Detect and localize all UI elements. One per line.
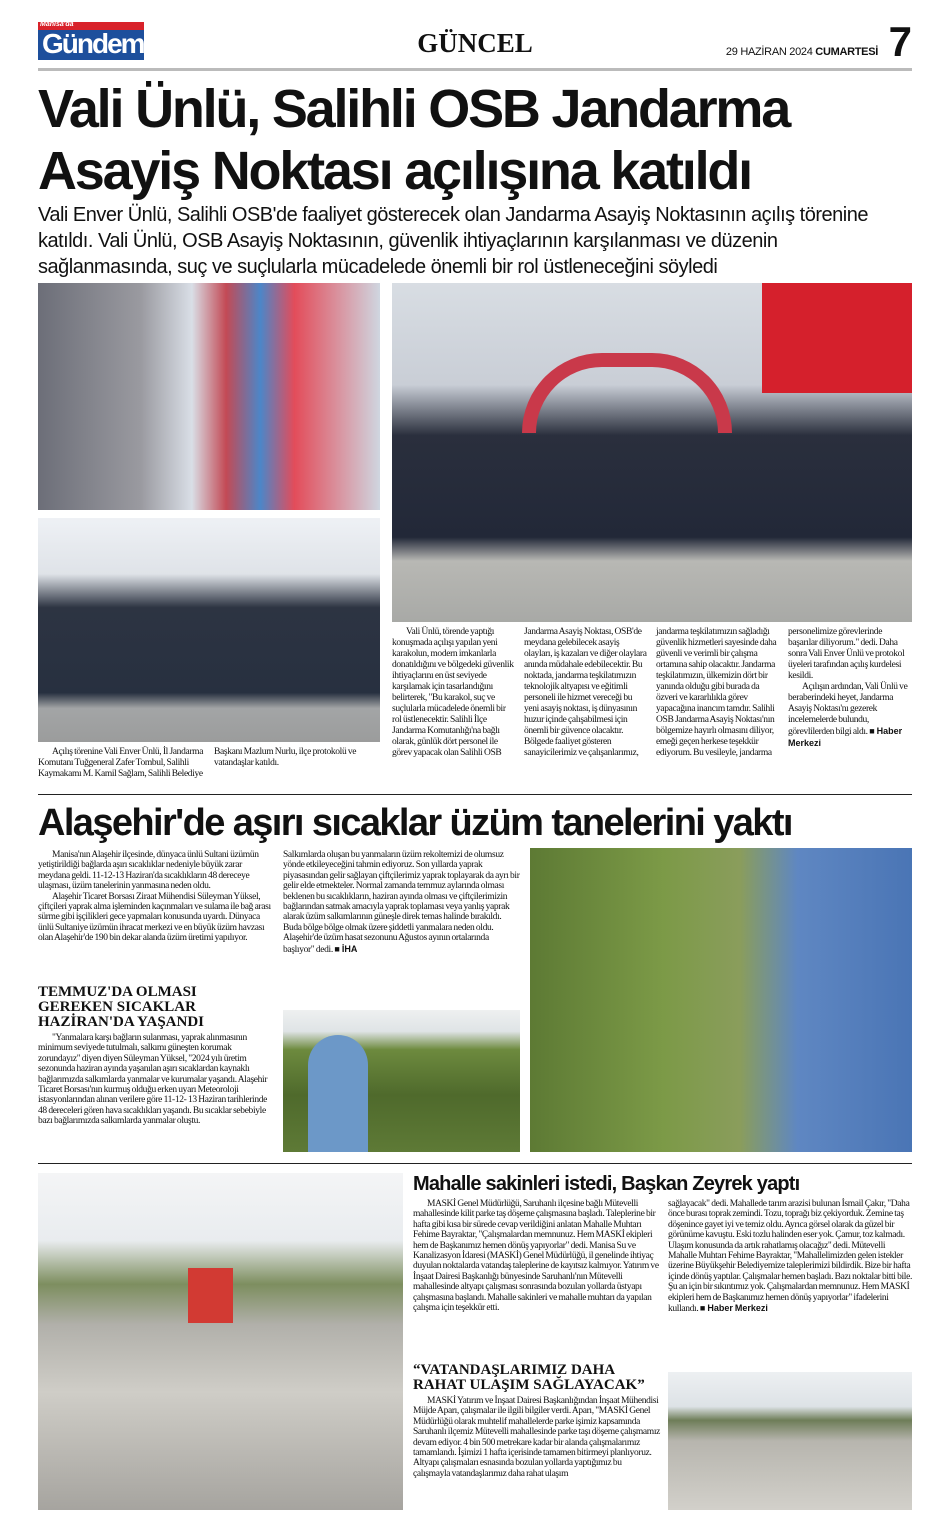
article1-body: Vali Ünlü, törende yaptığı konuşmada açılışı yapılan yeni karakolun, modern imkanlarla donatıldığını ve bölgedeki güvenlik ihtiyaçlarını en üst seviyede karşılamak için tasarlandığını belirterek, "Bu karakol, suç ve suçlularla mücadelede önemli bir rol üstlenecektir. Salihli İlçe Jandarma Komutanlığı'na bağlı olarak, günlük dört personel ile görev yapacak olan Salihli OSB Jandarma Asayiş Noktası, OSB'de meydana gelebilecek asayiş olayları, iş kazaları ve diğer olaylara anında müdahale edebilecektir. Bu noktada, jandarma teşkilatımızın teknolojik altyapısı ve eğitimli personeli ile hizmet vereceği bu yeni asayiş noktası, iş dünyasının huzur içinde çalışabilmesi için önemli bir güvence olacaktır. Bölgede faaliyet gösteren sanayicilerimiz ve çalışanlarımız, jandarma teşkilatımızın sağladığı güvenlik hizmetleri sayesinde daha güvenli ve verimli bir çalışma ortamına sahip olacaktır. Jandarma teşkilatımızın, ülkemizin dört bir yanında olduğu gibi burada da özveri ve kararlılıkla görev yapacağına inancım tamdır. Salihli OSB Jandarma Asayiş Noktası'nın bölgemize hayırlı olmasını diliyor, emeği geçen herkese teşekkür ediyorum. Bu vesileyle, jandarma personelimize görevlerinde başarılar diliyorum." dedi. Daha sonra Vali Enver Ünlü ve protokol üyeleri tarafından açılış kurdelesi kesildi. Açılışın ardından, Vali Ünlü ve beraberindeki heyet, Jandarma Asayiş Noktası'nı gezerek incelemelerde bulundu, görevlilerden bilgi aldı. ■ Haber Merkezi (392, 627, 912, 759)
photo-salute (38, 518, 380, 742)
divider (38, 794, 912, 795)
farmer-figure (308, 1035, 368, 1152)
article2-body-cont: Salkımlarda oluşan bu yanmaların üzüm rekoltemizi de olumsuz yönde etkileyeceğini tahmin ediyoruz. Son yıllarda yaprak piyasasından gelir sağlayan çiftçilerimiz yaprak toplayarak da ayrı bir gelir elde etmekteler. Normal zamanda temmuz aylarında olması beklenen bu sıcaklıkların, haziran ayında olması ve çiftçilerimizin bağlarından satmak amacıyla yaprak toplaması veya yanlış yaprak alarak üzüm salkımlarının güneşle direk temas halinde bırakıldı. Buda bölge bölge olmak üzere şiddetli yanmalara neden oldu. Alaşehir'de üzüm hasat sezonunu Ağustos ayının ortalarında başlıyor" dedi. ■ İHA (283, 850, 520, 955)
photo-farmer-vineyard (283, 1010, 520, 1152)
page-number: 7 (888, 18, 912, 65)
article1-lead: Vali Enver Ünlü, Salihli OSB'de faaliyet gösterecek olan Jandarma Asayiş Noktasının açılış törenine katıldı. Vali Ünlü, OSB Asayiş Noktasının, güvenlik ihtiyaçlarının karşılanması ve düzenin sağlanmasında, suç ve suçlularla mücadelede önemli bir rol üstleneceğini söyledi (38, 204, 868, 278)
article2-headline: Alaşehir'de aşırı sıcaklar üzüm tanelerini yaktı (38, 802, 792, 844)
article1-source: ■ Haber Merkezi (788, 726, 902, 748)
article3-body-cont: sağlayacak" dedi. Mahallede tarım arazisi bulunan İsmail Çakır, "Daha önce burası toprak zemindi. Tozu, toprağı biz çekiyorduk. Zemine taş döşenince gayet iyi ve temiz oldu. Ayrıca görsel olarak da güzel bir görünüme kavuştu. Eski tozlu halinden eser yok. Çamur, toz kalmadı. Ulaşım konusunda da artık rahatlamış olacağız" dedi. Mütevelli Mahalle Muhtarı Fehime Bayraktar, "Mahallelimizden gelen istekler üzerine Büyükşehir Belediyemize taleplerimizi bildirdik. Bize bir hafta içinde dönüş yaptılar. Çalışmalar hemen başladı. Bazı noktalar bitti bile. Şu an için bir sıkıntımız yok. Çalışmalardan memnunuz. Hem MASKİ ekipleri hem de Başkanımız hemen dönüş yapıyorlar" ifadelerini kullandı. ■ Haber Merkezi (668, 1199, 912, 1314)
article2-body-intro: Manisa'nın Alaşehir ilçesinde, dünyaca ünlü Sultani üzümün yetiştirildiği bağlarda aşırı sıcaklıklar nedeniyle büyük zarar meydana geldi. 11-12-13 Haziran'da sıcaklıkların 48 dereceye ulaşması, üzüm tanelerinin yanmasına neden oldu. Alaşehir Ticaret Borsası Ziraat Mühendisi Süleyman Yüksel, çiftçileri yaprak alma işleminden kaçınmaları ve sulama ile bağ arası sürme gibi işçilikleri gece yapmaları konusunda uyardı. Dünyaca ünlü Sultaniye üzümün ihracat merkezi ve en büyük üzüm havzası olan Alaşehir'de 190 bin dekar alanda üzüm üretimi yapılıyor. (38, 850, 271, 944)
article3-body: MASKİ Genel Müdürlüğü, Saruhanlı ilçesine bağlı Mütevelli mahallesinde kilit parke taş döşeme çalışmasına başladı. Taleplerine bir hafta gibi kısa bir sürede cevap verildiğini anlatan Mahalle Muhtarı Fehime Bayraktar, "Çalışmalardan memnunuz. Hem MASKİ ekipleri hem de Başkanımız hemen dönüş yapıyorlar" dedi. Manisa Su ve Kanalizasyon İdaresi (MASKİ) Genel Müdürlüğü, il genelinde ihtiyaç duyulan noktalarda vatandaş taleplerine de kayıtsız kalmıyor. Yatırım ve İnşaat Dairesi Başkanlığı bünyesinde Saruhanlı'nın Mütevelli mahallesinde altyapı çalışması sonrasında bozulan yollarda üstyapı çalışmasına başlandı. Mahalle sakinleri ve mahalle muhtarı da yapılan çalışma için teşekkür etti. (413, 1199, 659, 1314)
newspaper-logo: Manisa'da Gündem (40, 21, 144, 59)
article2-body-quote: "Yanmalara karşı bağların sulanması, yaprak alınmasının minimum seviyede tutulmalı, salkımı güneşten korumak zorundayız" diyen diyen Süleyman Yüksel, "2024 yılı üretim sezonunda haziran ayında yaşanılan aşırı sıcaklardan kaynaklı bağlarımızda salkımlarda yanmalar ve kurumalar yaşandı. Alaşehir Ticaret Borsası'nın kurmuş olduğu erken uyarı Meteoroloji istasyonlarından alınan verilere göre 11-12- 13 Haziran tarihlerinde 48 dereceleri gören hava sıcaklıkları yaşandı. Bu sıcaklar sebebiyle bazı bağlarımızda salkımlarda yanmalar oluştu. (38, 1033, 268, 1127)
article2-source: ■ İHA (334, 944, 357, 954)
photo-ribbon-cutting (392, 283, 912, 622)
article3-headline: Mahalle sakinleri istedi, Başkan Zeyrek yaptı (413, 1173, 800, 1195)
header-divider (38, 68, 912, 71)
balloon-arch (522, 353, 732, 433)
article3-body-quote: MASKİ Yatırım ve İnşaat Dairesi Başkanlığından İnşaat Mühendisi Müjde Aparı, çalışmalar ile ilgili bilgiler verdi. Aparı, "MASKİ Genel Müdürlüğü olarak muhtelif mahallelerde parke işimiz kapsamında Saruhanlı ilçemiz Mütevelli mahallesinde parke taşı döşeme çalışmamız devam ediyor. 4 bin 500 metrekare kadar bir alanda çalışmalarımız tamamlandı. İşimizi 1 hafta içerisinde tamamen bitirmeyi planlıyoruz. Altyapı çalışmaları esnasında bozulan yollarda yaptığımız bu çalışmayla vatandaşlarımız daha rahat ulaşım (413, 1396, 660, 1479)
photo-engineer-grapes (530, 848, 912, 1152)
photo-governor-speech (38, 283, 380, 510)
article3-subhead: “VATANDAŞLARIMIZ DAHA RAHAT ULAŞIM SAĞLAYACAK” (413, 1362, 645, 1393)
article1-headline: Vali Ünlü, Salihli OSB Jandarma Asayiş Noktası açılışına katıldı (38, 79, 790, 201)
article2-subhead: TEMMUZ'DA OLMASI GEREKEN SICAKLAR HAZİRAN'DA YAŞANDI (38, 984, 205, 1030)
photo-caption: Açılış törenine Vali Enver Ünlü, İl Jandarma Komutanı Tuğgeneral Zafer Tombul, Salihli Kaymakamı M. Kamil Sağlam, Salihli Belediye Başkanı Mazlum Nurlu, ilçe protokolü ve vatandaşlar katıldı. (38, 747, 357, 779)
section-title: GÜNCEL (417, 28, 533, 58)
divider (38, 1163, 912, 1164)
photo-workers-paving (668, 1372, 912, 1510)
article3-source: ■ Haber Merkezi (700, 1303, 768, 1313)
photo-paving-stones (38, 1173, 403, 1510)
issue-date: 29 HAZİRAN 2024 CUMARTESİ (725, 46, 878, 58)
turkish-flag (762, 283, 912, 393)
forklift (188, 1268, 233, 1323)
